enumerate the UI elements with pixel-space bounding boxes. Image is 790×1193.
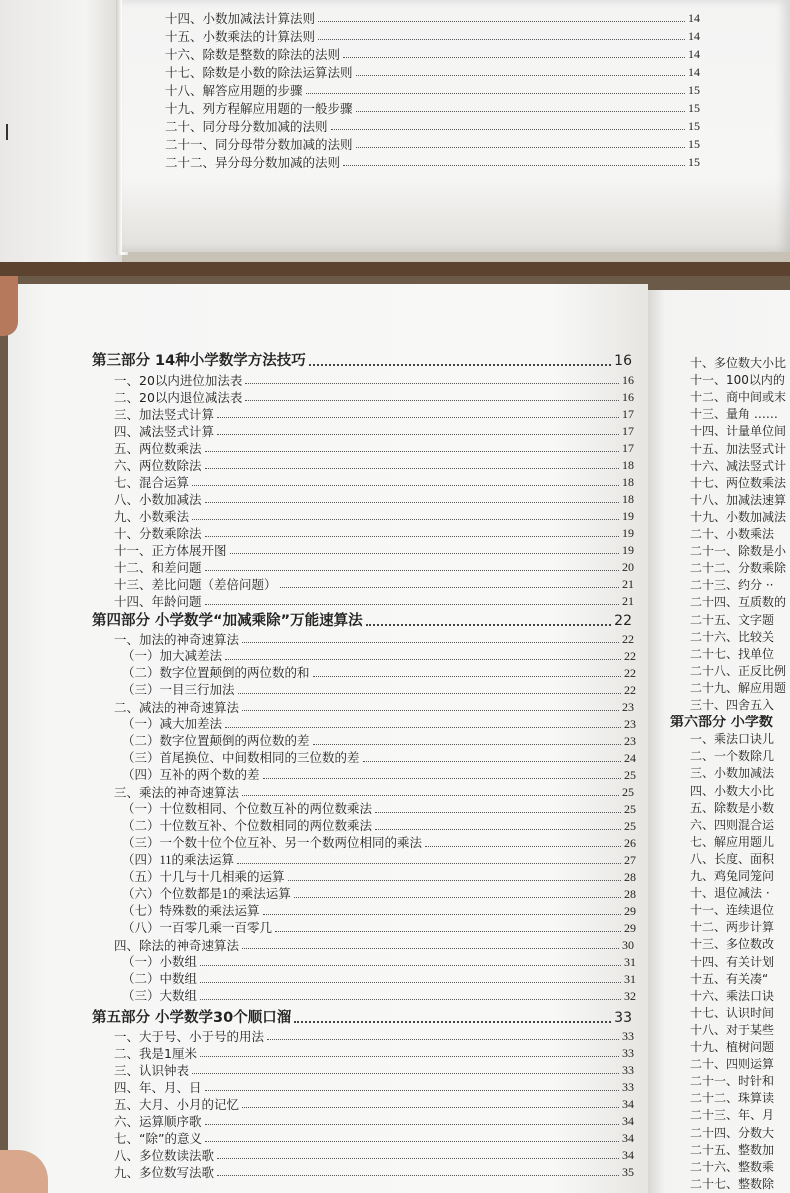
- dot-leader: [205, 570, 619, 571]
- toc-entry-page: 14: [688, 47, 700, 61]
- dot-leader: [356, 147, 685, 148]
- toc-entry-page: 31: [624, 955, 636, 969]
- toc-entry-page: 25: [624, 768, 636, 782]
- toc-entry-title: 六、四则混合运: [690, 817, 775, 832]
- toc-entry: [92, 1011, 632, 1026]
- toc-entry-page: 28: [624, 870, 636, 884]
- toc-entry: [114, 390, 634, 405]
- toc-entry-title: 四、减法竖式计算: [114, 424, 215, 439]
- toc-entry-title: 二十六、整数乘: [690, 1159, 775, 1174]
- toc-entry: [122, 921, 636, 936]
- toc-entry-page: 23: [622, 700, 634, 714]
- dot-leader: [192, 519, 619, 520]
- toc-entry-title: 三十、四舍五入: [690, 698, 775, 712]
- toc-entry-title: 十八、解答应用题的步骤: [165, 83, 303, 98]
- toc-entry-title: 第六部分 小学数: [670, 715, 773, 731]
- dot-leader: [205, 1141, 619, 1142]
- dot-leader: [230, 553, 619, 554]
- toc-entry-title: 一、20以内进位加法表: [114, 373, 243, 388]
- dot-leader: [294, 897, 621, 898]
- toc-entry: [114, 1029, 634, 1044]
- page-mark: [6, 124, 8, 140]
- toc-entry-page: 20: [622, 560, 634, 574]
- toc-entry-title: 第五部分 小学数学30个顺口溜: [92, 1010, 292, 1026]
- toc-entry-title: 二十三、年、月: [690, 1108, 775, 1123]
- toc-entry-title: 十九、植树问题: [690, 1040, 775, 1054]
- toc-entry-title: （四）互补的两个数的差: [122, 768, 260, 782]
- toc-entry-title: 八、长度、面积: [690, 851, 775, 866]
- dot-leader: [318, 21, 685, 22]
- toc-entry-title: （三）一个数十位个位互补、另一个数两位相同的乘法: [122, 836, 423, 850]
- toc-entry-title: （一）小数组: [122, 955, 198, 969]
- toc-entry-page: 29: [624, 904, 636, 918]
- toc-entry-page: 14: [688, 11, 700, 25]
- toc-entry-page: 18: [622, 475, 634, 489]
- toc-entry-title: 三、小数加减法: [690, 766, 775, 781]
- toc-entry-title: 十九、列方程解应用题的一般步骤: [165, 101, 353, 116]
- toc-entry-title: 十九、小数加减法: [690, 509, 787, 524]
- dot-leader: [205, 536, 619, 537]
- toc-entry-title: 二十七、整数除: [690, 1176, 775, 1191]
- toc-entry: [114, 938, 634, 953]
- toc-entry-page: 17: [622, 424, 634, 438]
- toc-entry-title: 四、除法的神奇速算法: [114, 938, 240, 953]
- toc-entry-page: 22: [624, 649, 636, 663]
- toc-entry-page: 19: [622, 509, 634, 523]
- toc-entry-title: 二、一个数除几: [690, 749, 775, 764]
- dot-leader: [225, 727, 621, 728]
- toc-entry-title: 二十九、解应用题: [690, 680, 787, 695]
- toc-entry-title: 十四、有关计划: [690, 954, 775, 969]
- toc-entry-title: 十二、和差问题: [114, 560, 202, 575]
- dot-leader: [375, 829, 621, 830]
- dot-leader: [356, 75, 685, 76]
- dot-leader: [313, 676, 621, 677]
- toc-entry-title: 二十一、除数是小: [690, 544, 787, 559]
- toc-entry: [122, 870, 636, 885]
- toc-entry-title: 七、解应用题儿: [690, 834, 775, 849]
- toc-entry-page: 27: [624, 853, 636, 867]
- toc-entry: [122, 989, 636, 1004]
- dot-leader: [309, 364, 611, 366]
- toc-entry-page: 33: [622, 1080, 634, 1094]
- dot-leader: [242, 795, 619, 796]
- toc-entry: [114, 492, 634, 507]
- toc-entry-page: 25: [624, 819, 636, 833]
- toc-entry-title: 十八、加减法速算: [690, 492, 787, 507]
- toc-entry-title: 第三部分 14种小学数学方法技巧: [92, 353, 306, 369]
- toc-entry-title: （四）11的乘法运算: [122, 853, 235, 867]
- dot-leader: [205, 502, 619, 503]
- toc-entry: [165, 119, 700, 134]
- toc-entry-title: （七）特殊数的乘法运算: [122, 904, 260, 918]
- toc-entry-page: 15: [688, 155, 700, 169]
- toc-entry: [114, 785, 634, 800]
- toc-entry-title: 二十、小数乘法: [690, 527, 775, 541]
- toc-entry-title: 八、多位数读法歌: [114, 1148, 215, 1163]
- toc-entry: [114, 560, 634, 575]
- dot-leader: [192, 1073, 619, 1074]
- toc-entry: [122, 802, 636, 817]
- toc-entry-title: （二）数字位置颠倒的两位数的和: [122, 666, 310, 680]
- toc-entry-title: 三、乘法的神奇速算法: [114, 785, 240, 800]
- toc-entry-title: 三、认识钟表: [114, 1063, 190, 1078]
- toc-entry: [114, 1114, 634, 1129]
- dot-leader: [294, 1021, 611, 1023]
- toc-entry-page: 22: [622, 632, 634, 646]
- toc-entry-title: 十二、商中间或末: [690, 390, 787, 405]
- dot-leader: [356, 111, 685, 112]
- dot-leader: [205, 1124, 619, 1125]
- toc-entry: [114, 1131, 634, 1146]
- toc-entry-page: 34: [622, 1148, 634, 1162]
- toc-entry-page: 33: [622, 1046, 634, 1060]
- dot-leader: [343, 57, 685, 58]
- toc-entry-title: 二十一、时针和: [690, 1074, 775, 1089]
- dot-leader: [205, 604, 619, 605]
- toc-entry: [122, 904, 636, 919]
- dot-leader: [263, 778, 621, 779]
- toc-entry: [165, 65, 700, 80]
- toc-entry-page: 26: [624, 836, 636, 850]
- toc-entry-title: 十三、差比问题（差倍问题）: [114, 577, 277, 592]
- toc-entry: [114, 509, 634, 524]
- toc-entry-title: （五）十几与十几相乘的运算: [122, 870, 285, 884]
- toc-entry: [122, 734, 636, 749]
- toc-entry-title: （一）减大加差法: [122, 717, 223, 731]
- toc-entry-title: 七、混合运算: [114, 475, 190, 490]
- toc-entry-page: 21: [622, 577, 634, 591]
- toc-entry: [114, 1080, 634, 1095]
- toc-entry-title: 十四、小数加减法计算法则: [165, 11, 316, 26]
- toc-entry-title: （八）一百零几乘一百零几: [122, 921, 273, 935]
- toc-entry-title: 四、小数大小比: [690, 783, 775, 798]
- toc-entry-page: 35: [622, 1165, 634, 1179]
- toc-entry: [122, 649, 636, 664]
- dot-leader: [205, 451, 619, 452]
- toc-entry-title: 二十七、找单位: [690, 646, 775, 661]
- dot-leader: [200, 982, 621, 983]
- toc-entry: [114, 577, 634, 592]
- dot-leader: [245, 400, 619, 401]
- toc-entry-page: 25: [622, 785, 634, 799]
- toc-entry: [122, 972, 636, 987]
- toc-entry-title: 十、分数乘除法: [114, 526, 202, 541]
- toc-entry-title: 一、加法的神奇速算法: [114, 632, 240, 647]
- dot-leader: [238, 693, 621, 694]
- toc-entry: [165, 155, 700, 170]
- dot-leader: [200, 1056, 619, 1057]
- toc-entry: [122, 751, 636, 766]
- toc-entry-page: 14: [688, 65, 700, 79]
- toc-entry-title: 二十、四则运算: [690, 1057, 775, 1072]
- toc-entry-page: 33: [622, 1063, 634, 1077]
- dot-leader: [288, 880, 621, 881]
- toc-entry-title: （二）十位数互补、个位数相同的两位数乘法: [122, 819, 373, 833]
- dot-leader: [366, 624, 612, 626]
- toc-entry-title: 十六、乘法口诀: [690, 988, 775, 1003]
- toc-entry-page: 15: [688, 119, 700, 133]
- toc-entry: [114, 526, 634, 541]
- toc-entry-page: 19: [622, 543, 634, 557]
- toc-entry-title: 五、除数是小数: [690, 800, 775, 815]
- toc-entry: [122, 955, 636, 970]
- toc-entry: [114, 458, 634, 473]
- dot-leader: [275, 931, 621, 932]
- toc-entry-title: 十八、对于某些: [690, 1022, 775, 1037]
- toc-entry-title: 十、多位数大小比: [690, 356, 787, 370]
- toc-entry-page: 25: [624, 802, 636, 816]
- toc-entry: [114, 700, 634, 715]
- top-left-page: [0, 0, 122, 262]
- toc-entry-title: 二十四、互质数的: [690, 595, 787, 610]
- dot-leader: [343, 165, 685, 166]
- toc-entry-title: 二十四、分数大: [690, 1125, 775, 1140]
- toc-entry-title: 十一、连续退位: [690, 903, 775, 918]
- toc-entry-title: 五、两位数乘法: [114, 441, 202, 456]
- toc-entry-page: 29: [624, 921, 636, 935]
- photo-divider: [0, 262, 790, 276]
- dot-leader: [242, 642, 619, 643]
- dot-leader: [200, 999, 621, 1000]
- dot-leader: [318, 39, 685, 40]
- toc-entry: [122, 819, 636, 834]
- toc-entry-title: （三）大数组: [122, 989, 198, 1003]
- toc-entry-title: 九、鸡兔同笼问: [690, 869, 775, 883]
- toc-entry-title: 二十五、文字题: [690, 612, 775, 627]
- toc-entry-title: 十六、减法竖式计: [690, 458, 787, 473]
- toc-entry: [122, 683, 636, 698]
- toc-entry-title: （二）数字位置颠倒的两位数的差: [122, 734, 310, 748]
- toc-entry-page: 33: [614, 1010, 632, 1026]
- toc-entry: [114, 1046, 634, 1061]
- toc-entry-title: 十一、正方体展开图: [114, 543, 227, 558]
- toc-entry: [114, 632, 634, 647]
- toc-entry: [92, 614, 632, 629]
- toc-entry-title: （一）加大减差法: [122, 649, 223, 663]
- toc-entry-page: 17: [622, 407, 634, 421]
- dot-leader: [245, 383, 619, 384]
- dot-leader: [425, 846, 621, 847]
- dot-leader: [225, 659, 621, 660]
- toc-entry-title: 十五、小数乘法的计算法则: [165, 29, 316, 44]
- toc-entry: [114, 475, 634, 490]
- toc-entry-title: 八、小数加减法: [114, 492, 202, 507]
- toc-entry-page: 22: [614, 613, 632, 629]
- toc-entry-title: （一）十位数相同、个位数互补的两位数乘法: [122, 802, 373, 816]
- dot-leader: [306, 93, 685, 94]
- toc-entry-title: 十七、除数是小数的除法运算法则: [165, 65, 353, 80]
- toc-entry-page: 34: [622, 1131, 634, 1145]
- toc-entry-title: 十五、有关凑“: [690, 971, 769, 986]
- dot-leader: [237, 863, 621, 864]
- toc-entry-title: 二十二、分数乘除: [690, 561, 787, 576]
- toc-entry-title: 九、多位数写法歌: [114, 1165, 215, 1180]
- toc-entry-title: 十一、100以内的: [690, 373, 785, 388]
- toc-entry: [114, 373, 634, 388]
- toc-entry-title: 二十二、珠算读: [690, 1091, 775, 1106]
- toc-entry-title: 一、大于号、小于号的用法: [114, 1029, 265, 1044]
- toc-entry-title: 二十、同分母分数加减的法则: [165, 119, 328, 134]
- dot-leader: [192, 485, 619, 486]
- toc-entry-page: 24: [624, 751, 636, 765]
- toc-entry-page: 16: [622, 373, 634, 387]
- toc-entry-title: 九、小数乘法: [114, 509, 190, 524]
- toc-entry-title: 一、乘法口诀儿: [690, 732, 775, 747]
- dot-leader: [200, 965, 621, 966]
- toc-entry: [165, 47, 700, 62]
- toc-entry-title: 五、大月、小月的记忆: [114, 1097, 240, 1112]
- toc-entry-title: （三）首尾换位、中间数相同的三位数的差: [122, 751, 360, 765]
- dot-leader: [263, 914, 621, 915]
- toc-entry-page: 23: [624, 717, 636, 731]
- toc-entry-page: 21: [622, 594, 634, 608]
- toc-entry-page: 23: [624, 734, 636, 748]
- toc-entry-title: 十二、两步计算: [690, 920, 775, 935]
- dot-leader: [267, 1039, 619, 1040]
- dot-leader: [363, 761, 621, 762]
- toc-entry-page: 14: [688, 29, 700, 43]
- finger: [0, 276, 18, 336]
- toc-entry-page: 18: [622, 458, 634, 472]
- toc-entry-page: 34: [622, 1114, 634, 1128]
- toc-entry-title: 六、运算顺序歌: [114, 1114, 202, 1129]
- toc-entry-page: 16: [622, 390, 634, 404]
- toc-entry: [165, 29, 700, 44]
- toc-entry-title: 二、20以内退位减法表: [114, 390, 243, 405]
- toc-entry-page: 22: [624, 666, 636, 680]
- toc-entry-page: 22: [624, 683, 636, 697]
- dot-leader: [217, 417, 619, 418]
- dot-leader: [242, 948, 619, 949]
- toc-entry-title: 十七、两位数乘法: [690, 475, 787, 490]
- dot-leader: [242, 1107, 619, 1108]
- dot-leader: [217, 1175, 619, 1176]
- dot-leader: [242, 710, 619, 711]
- toc-entry: [122, 666, 636, 681]
- toc-entry-title: 第四部分 小学数学“加减乘除”万能速算法: [92, 613, 363, 629]
- toc-entry-page: 30: [622, 938, 634, 952]
- toc-entry-title: 二、减法的神奇速算法: [114, 700, 240, 715]
- toc-entry-title: 二十一、同分母带分数加减的法则: [165, 137, 353, 152]
- toc-entry-page: 19: [622, 526, 634, 540]
- toc-entry-title: 二十三、约分 ··: [690, 578, 774, 593]
- toc-entry-title: （六）个位数都是1的乘法运算: [122, 887, 291, 901]
- toc-entry: [114, 407, 634, 422]
- dot-leader: [313, 744, 621, 745]
- toc-entry-title: 十三、量角 ……: [690, 407, 778, 422]
- toc-entry-page: 15: [688, 137, 700, 151]
- toc-entry-title: 十五、加法竖式计: [690, 441, 787, 456]
- dot-leader: [280, 587, 619, 588]
- toc-entry-title: 二十二、异分母分数加减的法则: [165, 155, 341, 170]
- toc-entry: [114, 1097, 634, 1112]
- toc-entry-page: 33: [622, 1029, 634, 1043]
- toc-entry: [114, 1148, 634, 1163]
- dot-leader: [331, 129, 685, 130]
- toc-entry-page: 34: [622, 1097, 634, 1111]
- toc-entry-page: 15: [688, 83, 700, 97]
- dot-leader: [217, 1158, 619, 1159]
- toc-entry: [165, 83, 700, 98]
- dot-leader: [217, 434, 619, 435]
- toc-entry-title: 三、加法竖式计算: [114, 407, 215, 422]
- dot-leader: [375, 812, 621, 813]
- toc-entry-title: 十六、除数是整数的除法的法则: [165, 47, 341, 62]
- toc-entry-title: 六、两位数除法: [114, 458, 202, 473]
- toc-entry-title: 七、“除”的意义: [114, 1131, 202, 1146]
- toc-entry-title: 十七、认识时间: [690, 1005, 775, 1020]
- toc-entry: [114, 543, 634, 558]
- toc-entry: [114, 1165, 634, 1180]
- toc-entry: [114, 441, 634, 456]
- toc-entry: [122, 887, 636, 902]
- dot-leader: [205, 468, 619, 469]
- toc-entry: [122, 836, 636, 851]
- toc-entry-title: 二十六、比较关: [690, 629, 775, 644]
- toc-entry: [114, 424, 634, 439]
- toc-entry-title: 十三、多位数改: [690, 937, 775, 952]
- toc-entry-title: 二十五、整数加: [690, 1142, 775, 1157]
- toc-entry-title: 十四、年龄问题: [114, 594, 202, 609]
- toc-entry-page: 16: [614, 353, 632, 369]
- toc-entry: [165, 11, 700, 26]
- toc-entry-page: 28: [624, 887, 636, 901]
- toc-entry-title: （二）中数组: [122, 972, 198, 986]
- toc-entry-page: 32: [624, 989, 636, 1003]
- toc-entry-title: （三）一目三行加法: [122, 683, 235, 697]
- toc-entry: [165, 101, 700, 116]
- toc-entry: [92, 354, 632, 369]
- toc-entry-title: 十四、计量单位间: [690, 424, 787, 439]
- toc-entry: [122, 717, 636, 732]
- toc-entry-title: 二十八、正反比例: [690, 663, 787, 678]
- toc-entry-page: 15: [688, 101, 700, 115]
- toc-entry-page: 18: [622, 492, 634, 506]
- toc-entry-page: 17: [622, 441, 634, 455]
- toc-entry-page: 31: [624, 972, 636, 986]
- toc-entry-title: 二、我是1厘米: [114, 1046, 197, 1061]
- toc-entry: [114, 594, 634, 609]
- toc-entry: [122, 853, 636, 868]
- toc-entry-title: 十、退位减法 ·: [690, 886, 770, 901]
- toc-entry-title: 四、年、月、日: [114, 1080, 202, 1095]
- toc-entry: [122, 768, 636, 783]
- dot-leader: [205, 1090, 619, 1091]
- toc-entry: [165, 137, 700, 152]
- toc-entry: [114, 1063, 634, 1078]
